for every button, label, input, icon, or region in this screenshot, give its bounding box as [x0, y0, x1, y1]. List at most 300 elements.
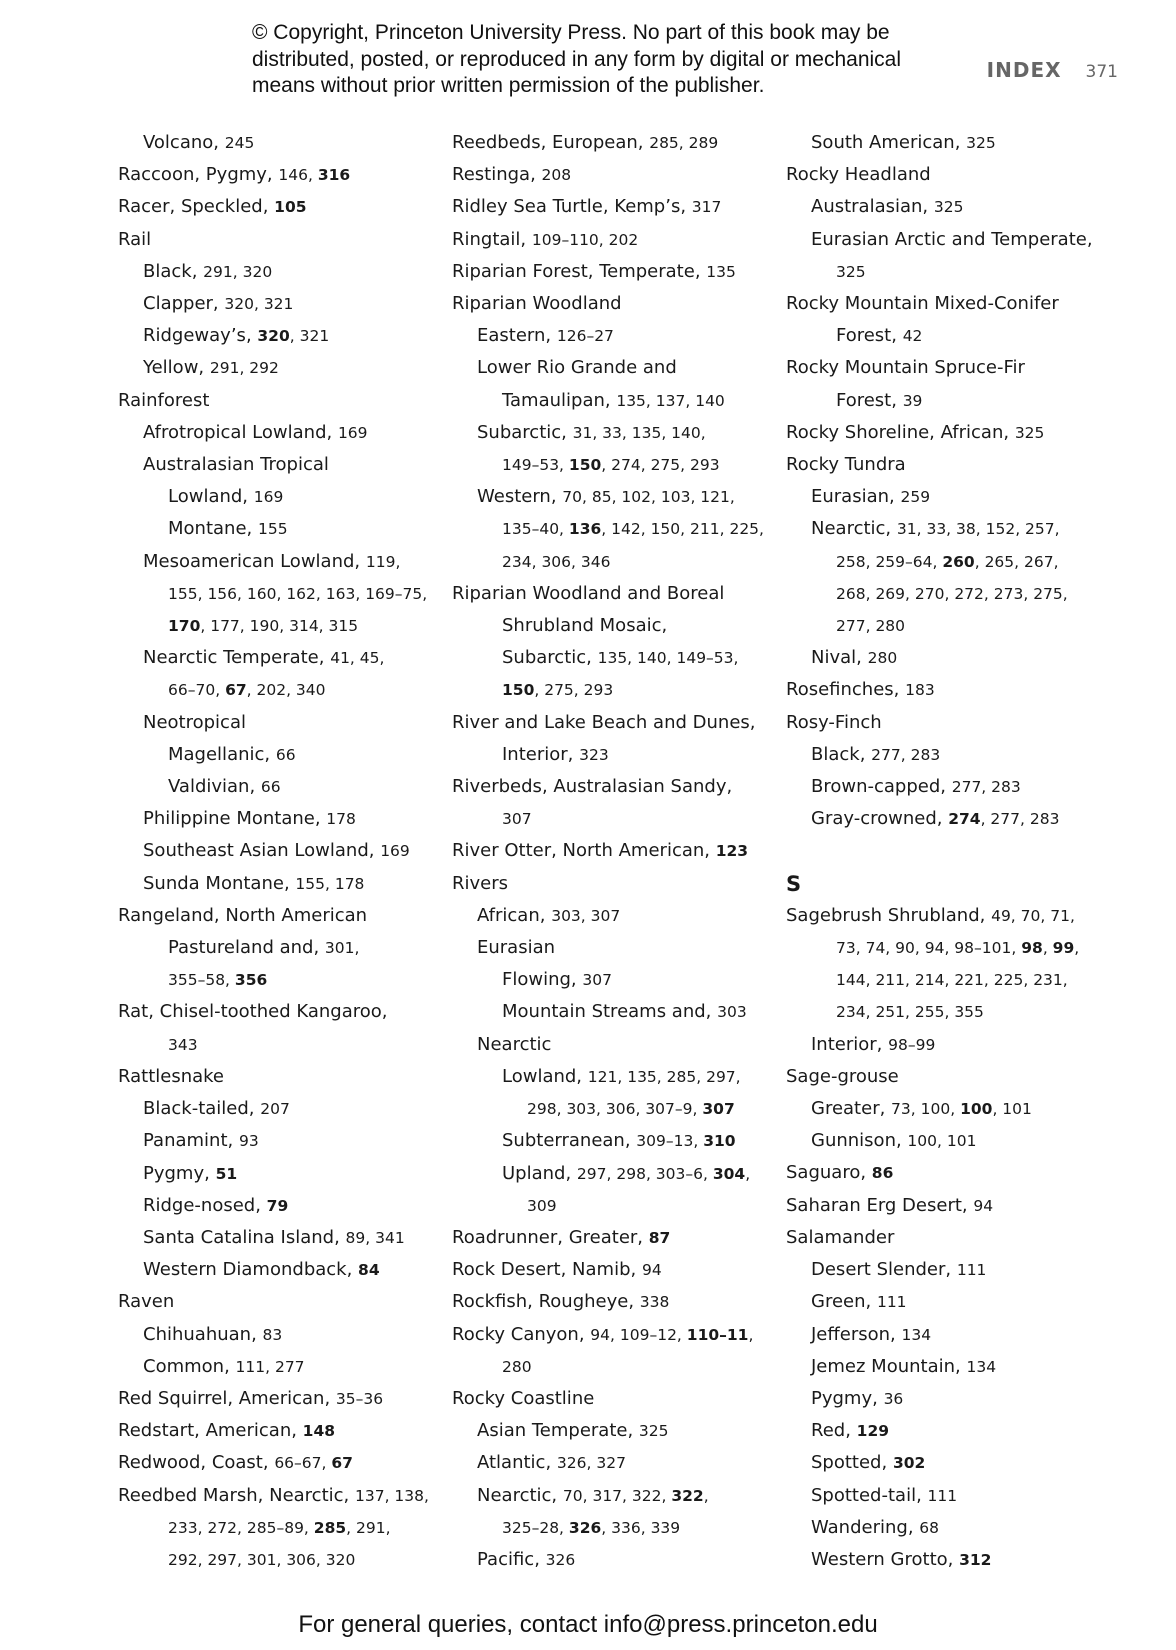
entry-term: Forest,: [836, 325, 903, 347]
entry-pages: 258, 259–64, 260, 265, 267,: [836, 552, 1059, 571]
entry-pages: 323: [579, 745, 609, 764]
page-number: 371: [1085, 62, 1118, 82]
entry-pages: 100, 101: [907, 1132, 977, 1151]
index-entry: [452, 835, 782, 867]
index-entry: [452, 1125, 782, 1157]
entry-term: Sage-grouse: [786, 1065, 899, 1087]
index-entry: [452, 1222, 782, 1254]
section-letter: S: [786, 871, 802, 896]
entry-pages: 73, 74, 90, 94, 98–101, 98, 99,: [836, 939, 1080, 958]
index-entry: [452, 1544, 782, 1576]
entry-pages: 338: [639, 1293, 670, 1312]
entry-term: Clapper,: [143, 293, 225, 315]
entry-term: Redstart, American,: [118, 1420, 303, 1442]
bold-page-ref: 99: [1052, 939, 1075, 958]
entry-pages: 268, 269, 270, 272, 273, 275,: [836, 584, 1068, 603]
entry-pages: 309–13, 310: [636, 1132, 736, 1151]
entry-term: Lowland,: [502, 1065, 588, 1087]
entry-term: Ridley Sea Turtle, Kemp’s,: [452, 196, 692, 218]
index-entry: [452, 191, 782, 223]
index-entry: [452, 513, 782, 545]
index-entry: [452, 868, 782, 900]
index-entry: [118, 159, 448, 191]
entry-pages: 234, 251, 255, 355: [836, 1003, 984, 1022]
entry-term: Reedbed Marsh, Nearctic,: [118, 1484, 355, 1506]
entry-term: Raven: [118, 1291, 175, 1313]
index-entry: [118, 803, 448, 835]
index-entry: [452, 674, 782, 706]
index-entry: [452, 1061, 782, 1093]
entry-term: Riparian Woodland: [452, 293, 622, 315]
bold-page-ref: 98: [1021, 939, 1043, 958]
index-entry: [786, 417, 1116, 449]
entry-term: Rosy-Finch: [786, 711, 882, 733]
bold-page-ref: 129: [856, 1422, 890, 1441]
index-entry: [118, 1351, 448, 1383]
index-entry: [452, 288, 782, 320]
index-entry: [786, 1319, 1116, 1351]
index-entry: [786, 1286, 1116, 1318]
index-entry: [118, 1029, 448, 1061]
entry-term: Rocky Mountain Mixed-Conifer: [786, 293, 1059, 315]
entry-pages: 89, 341: [345, 1228, 405, 1247]
index-entry: [118, 352, 448, 384]
entry-term: Upland,: [502, 1162, 577, 1184]
entry-term: Black,: [143, 260, 204, 282]
entry-pages: 41, 45,: [330, 649, 385, 668]
index-entry: [118, 1512, 448, 1544]
index-entry: [786, 996, 1116, 1028]
entry-pages: 94: [973, 1196, 994, 1215]
entry-pages: 233, 272, 285–89, 285, 291,: [168, 1518, 391, 1537]
entry-pages: [274, 198, 306, 216]
index-entry: [452, 1512, 782, 1544]
entry-pages: 144, 211, 214, 221, 225, 231,: [836, 971, 1068, 990]
index-entry: [452, 1158, 782, 1190]
entry-term: Rail: [118, 228, 152, 250]
bold-page-ref: 312: [959, 1550, 992, 1569]
entry-term: Forest,: [836, 389, 903, 411]
entry-pages: 298, 303, 306, 307–9, 307: [527, 1100, 735, 1119]
entry-pages: 135: [706, 262, 736, 281]
index-column-1: [118, 127, 448, 1576]
index-entry: [118, 610, 448, 642]
entry-pages: 307: [582, 971, 612, 990]
index-entry: [786, 1512, 1116, 1544]
bold-page-ref: 79: [266, 1196, 289, 1215]
index-column-2: [452, 127, 782, 1576]
entry-pages: 326: [545, 1550, 576, 1569]
entry-pages: 277, 280: [836, 617, 906, 636]
bold-page-ref: 274: [948, 810, 981, 829]
bold-page-ref: 150: [568, 456, 602, 475]
entry-term: Rockfish, Rougheye,: [452, 1291, 640, 1313]
entry-pages: 301,: [324, 939, 360, 958]
entry-term: Subarctic,: [477, 421, 573, 443]
entry-pages: 31, 33, 38, 152, 257,: [896, 520, 1060, 539]
index-entry: [118, 449, 448, 481]
entry-term: River and Lake Beach and Dunes,: [452, 711, 756, 733]
entry-pages: 135, 137, 140: [616, 391, 725, 410]
entry-pages: 70, 317, 322, 322,: [562, 1486, 709, 1505]
index-entry: [786, 964, 1116, 996]
index-entry: [118, 900, 448, 932]
index-entry: [786, 1415, 1116, 1447]
entry-term: Eastern,: [477, 325, 557, 347]
index-entry: [786, 352, 1116, 384]
index-entry: [118, 256, 448, 288]
entry-term: Nearctic: [477, 1033, 552, 1055]
entry-term: Sagebrush Shrubland,: [786, 904, 992, 926]
entry-pages: 343: [168, 1035, 198, 1054]
entry-term: Subterranean,: [502, 1130, 637, 1152]
index-entry: [118, 1447, 448, 1479]
entry-term: Rocky Canyon,: [452, 1323, 591, 1345]
entry-pages: 325: [836, 262, 866, 281]
entry-pages: [893, 1454, 925, 1472]
entry-pages: [959, 1551, 991, 1569]
entry-term: River Otter, North American,: [452, 840, 716, 862]
entry-term: Riparian Woodland and Boreal: [452, 582, 725, 604]
index-entry: [452, 1480, 782, 1512]
entry-term: Yellow,: [143, 357, 210, 379]
entry-pages: 70, 85, 102, 103, 121,: [562, 488, 735, 507]
entry-pages: 119,: [365, 552, 401, 571]
index-entry: [786, 1254, 1116, 1286]
index-entry: [786, 288, 1116, 320]
index-entry: [452, 1093, 782, 1125]
entry-pages: 68: [919, 1518, 939, 1537]
index-column-3: [786, 127, 1116, 1576]
entry-term: Mesoamerican Lowland,: [143, 550, 366, 572]
entry-term: Rocky Tundra: [786, 454, 906, 476]
entry-pages: 66: [275, 745, 296, 764]
bold-page-ref: 148: [302, 1422, 336, 1441]
index-entry: [452, 1351, 782, 1383]
entry-pages: 325: [638, 1422, 669, 1441]
entry-pages: 303: [717, 1003, 747, 1022]
index-entry: [786, 803, 1116, 835]
index-entry: [452, 932, 782, 964]
entry-pages: 31, 33, 135, 140,: [572, 423, 706, 442]
index-entry: [118, 1480, 448, 1512]
index-entry: [452, 385, 782, 417]
index-entry: [118, 1158, 448, 1190]
entry-pages: 320, 321: [257, 327, 330, 346]
index-entry: [452, 224, 782, 256]
index-entry: [786, 513, 1116, 545]
index-entry: [786, 1157, 1116, 1189]
index-entry: [452, 642, 782, 674]
entry-pages: 66–70, 67, 202, 340: [168, 681, 326, 700]
bold-page-ref: 304: [712, 1164, 746, 1183]
bold-page-ref: 67: [331, 1454, 353, 1473]
index-entry: [118, 1319, 448, 1351]
entry-pages: [358, 1261, 380, 1279]
entry-pages: [872, 1164, 894, 1182]
index-entry: [786, 127, 1116, 159]
index-entry: [118, 288, 448, 320]
copyright-notice: [252, 20, 972, 100]
entry-pages: 355–58, 356: [168, 971, 268, 990]
entry-term: Saharan Erg Desert,: [786, 1194, 974, 1216]
bold-page-ref: 170: [168, 617, 201, 636]
entry-pages: 285, 289: [649, 134, 719, 152]
entry-term: Interior,: [502, 743, 580, 765]
entry-term: South American,: [811, 132, 967, 153]
entry-pages: 111: [956, 1261, 987, 1280]
bold-page-ref: 84: [358, 1261, 380, 1280]
entry-term: Montane,: [168, 518, 258, 540]
entry-pages: 325: [1014, 423, 1045, 442]
entry-pages: [649, 1229, 671, 1247]
index-entry: [118, 868, 448, 900]
index-entry: [786, 1190, 1116, 1222]
index-entry: [452, 449, 782, 481]
index-entry: [452, 964, 782, 996]
entry-term: Salamander: [786, 1226, 895, 1248]
index-entry: [118, 191, 448, 223]
entry-pages: 309: [527, 1196, 557, 1215]
entry-term: Flowing,: [502, 969, 583, 991]
index-entry: [118, 964, 448, 996]
bold-page-ref: 310: [703, 1132, 736, 1151]
section-label: INDEX: [986, 58, 1062, 82]
entry-term: Jemez Mountain,: [811, 1355, 967, 1377]
index-entry: [118, 1415, 448, 1447]
index-entry: [118, 1125, 448, 1157]
index-entry: [452, 417, 782, 449]
entry-pages: 169: [337, 423, 368, 442]
index-entry: [786, 1125, 1116, 1157]
index-entry: [118, 385, 448, 417]
index-entry: [786, 642, 1116, 674]
entry-term: Chihuahuan,: [143, 1323, 263, 1345]
entry-pages: 280: [867, 649, 898, 668]
index-entry: [786, 385, 1116, 417]
section-gap: [786, 835, 1116, 867]
entry-pages: 42: [902, 327, 923, 346]
entry-term: Rivers: [452, 872, 509, 894]
entry-term: Panamint,: [143, 1130, 239, 1152]
entry-term: Pacific,: [477, 1548, 546, 1570]
entry-term: Subarctic,: [502, 647, 598, 669]
entry-term: Common,: [143, 1355, 236, 1377]
entry-pages: 317: [691, 198, 722, 217]
index-entry: [786, 1544, 1116, 1576]
index-entry: [452, 900, 782, 932]
bold-page-ref: 136: [568, 520, 602, 539]
entry-term: Magellanic,: [168, 743, 276, 765]
index-entry: [786, 1029, 1116, 1061]
index-entry: [118, 996, 448, 1028]
index-entry: [786, 1093, 1116, 1125]
entry-term: Rangeland, North American: [118, 904, 368, 926]
entry-term: Riparian Forest, Temperate,: [452, 260, 707, 282]
copyright-line: means without prior written permission of the publisher.: [252, 74, 765, 97]
entry-term: Interior,: [811, 1033, 889, 1055]
index-entry: [118, 513, 448, 545]
index-entry: [118, 127, 448, 159]
entry-term: Roadrunner, Greater,: [452, 1226, 649, 1248]
entry-term: Rat, Chisel-toothed Kangaroo,: [118, 1001, 388, 1023]
index-entry: [452, 127, 782, 159]
entry-term: Asian Temperate,: [477, 1420, 639, 1442]
index-entry: [786, 1061, 1116, 1093]
index-entry: [452, 481, 782, 513]
entry-pages: 135–40, 136, 142, 150, 211, 225,: [502, 520, 764, 539]
index-entry: [118, 1222, 448, 1254]
entry-pages: 135, 140, 149–53,: [597, 649, 739, 668]
index-entry: [118, 835, 448, 867]
entry-pages: 307: [502, 810, 532, 829]
index-entry: [452, 1029, 782, 1061]
entry-pages: 183: [905, 681, 935, 700]
entry-pages: 134: [966, 1357, 997, 1376]
bold-page-ref: 322: [671, 1486, 704, 1505]
entry-pages: 326, 327: [556, 1454, 626, 1473]
entry-term: Rock Desert, Namib,: [452, 1259, 642, 1281]
entry-term: Lower Rio Grande and: [477, 357, 677, 379]
entry-term: Pygmy,: [811, 1387, 884, 1409]
entry-pages: 155: [257, 520, 288, 539]
bold-page-ref: 302: [892, 1454, 926, 1473]
index-entry: [452, 1383, 782, 1415]
index-entry: [118, 224, 448, 256]
index-entry: [452, 578, 782, 610]
entry-term: Gunnison,: [811, 1130, 908, 1152]
index-entry: [786, 1447, 1116, 1479]
index-entry: [452, 803, 782, 835]
entry-pages: 303, 307: [551, 906, 621, 925]
entry-pages: 98–99: [888, 1035, 936, 1054]
entry-pages: 291, 320: [203, 262, 273, 281]
copyright-line: © Copyright, Princeton University Press. No part of this book may be: [252, 21, 890, 44]
index-entry: [786, 707, 1116, 739]
entry-term: Green,: [811, 1291, 877, 1313]
index-entry: [118, 1093, 448, 1125]
entry-term: Black-tailed,: [143, 1098, 261, 1120]
index-entry: [452, 996, 782, 1028]
entry-term: Rocky Headland: [786, 164, 931, 186]
entry-pages: 274, 277, 283: [948, 810, 1060, 829]
entry-term: Volcano,: [143, 132, 225, 153]
index-entry: [786, 191, 1116, 223]
entry-term: Pastureland and,: [168, 937, 325, 959]
entry-pages: [267, 1197, 289, 1215]
entry-term: Black,: [811, 743, 872, 765]
entry-term: Santa Catalina Island,: [143, 1226, 346, 1248]
entry-term: Philippine Montane,: [143, 808, 327, 830]
entry-pages: 111, 277: [235, 1357, 305, 1376]
entry-term: Greater,: [811, 1098, 892, 1120]
entry-pages: 49, 70, 71,: [991, 906, 1075, 925]
index-entry: [452, 1190, 782, 1222]
index-entry: [786, 900, 1116, 932]
entry-pages: 155, 178: [295, 874, 365, 893]
entry-term: Western,: [477, 486, 563, 508]
entry-term: Australasian Tropical: [143, 454, 329, 476]
entry-term: Australasian,: [811, 196, 934, 218]
bold-page-ref: 67: [225, 681, 247, 700]
entry-term: Desert Slender,: [811, 1259, 957, 1281]
entry-pages: 320, 321: [224, 295, 294, 314]
entry-term: Reedbeds, European,: [452, 132, 650, 153]
entry-pages: 66–67, 67: [274, 1454, 353, 1473]
entry-pages: 111: [876, 1293, 907, 1312]
bold-page-ref: 150: [502, 681, 535, 700]
entry-term: Red Squirrel, American,: [118, 1387, 336, 1409]
entry-term: Tamaulipan,: [502, 389, 617, 411]
entry-term: Mountain Streams and,: [502, 1001, 718, 1023]
index-entry: [786, 256, 1116, 288]
index-entry: [118, 1286, 448, 1318]
index-entry: [118, 707, 448, 739]
entry-term: Southeast Asian Lowland,: [143, 840, 381, 862]
bold-page-ref: 285: [313, 1518, 347, 1537]
entry-term: Spotted,: [811, 1452, 893, 1474]
entry-pages: 137, 138,: [354, 1486, 429, 1505]
entry-pages: 150, 275, 293: [502, 681, 614, 700]
entry-term: Shrubland Mosaic,: [502, 615, 668, 637]
entry-pages: 111: [927, 1486, 958, 1505]
entry-term: Eurasian,: [811, 486, 901, 508]
entry-term: Sunda Montane,: [143, 872, 296, 894]
entry-term: Rocky Mountain Spruce-Fir: [786, 357, 1025, 379]
entry-term: Ridge-nosed,: [143, 1194, 267, 1216]
entry-term: Restinga,: [452, 164, 542, 186]
entry-term: Western Grotto,: [811, 1548, 960, 1570]
entry-pages: 277, 283: [871, 745, 941, 764]
index-entry: [452, 610, 782, 642]
index-entry: [118, 417, 448, 449]
entry-term: Rainforest: [118, 389, 210, 411]
entry-pages: 325–28, 326, 336, 339: [502, 1518, 681, 1537]
entry-term: Eurasian Arctic and Temperate,: [811, 228, 1093, 250]
index-entry: [786, 449, 1116, 481]
entry-pages: 126–27: [556, 327, 614, 346]
index-entry: [786, 224, 1116, 256]
entry-term: Jefferson,: [811, 1323, 902, 1345]
entry-pages: 178: [326, 810, 356, 829]
entry-pages: [716, 842, 748, 860]
entry-pages: 66: [260, 778, 281, 797]
index-entry: [118, 1383, 448, 1415]
entry-term: Rosefinches,: [786, 679, 906, 701]
index-entry: [786, 481, 1116, 513]
entry-pages: [857, 1422, 889, 1440]
entry-term: Neotropical: [143, 711, 246, 733]
index-entry: [786, 771, 1116, 803]
index-entry: [452, 1447, 782, 1479]
bold-page-ref: 320: [257, 327, 290, 346]
entry-term: Red,: [811, 1420, 857, 1442]
bold-page-ref: 110–11: [686, 1325, 749, 1344]
entry-pages: 297, 298, 303–6, 304,: [576, 1164, 751, 1183]
bold-page-ref: 100: [960, 1100, 993, 1119]
entry-pages: 325: [933, 198, 964, 217]
entry-term: Eurasian: [477, 937, 556, 959]
entry-term: Wandering,: [811, 1516, 920, 1538]
index-entry: [118, 1061, 448, 1093]
index-entry: [786, 674, 1116, 706]
entry-pages: 134: [901, 1325, 932, 1344]
entry-term: Saguaro,: [786, 1162, 872, 1184]
entry-pages: 94, 109–12, 110–11,: [590, 1325, 754, 1344]
index-entry: [118, 739, 448, 771]
index-entry: [786, 1383, 1116, 1415]
entry-pages: 35–36: [335, 1389, 384, 1408]
